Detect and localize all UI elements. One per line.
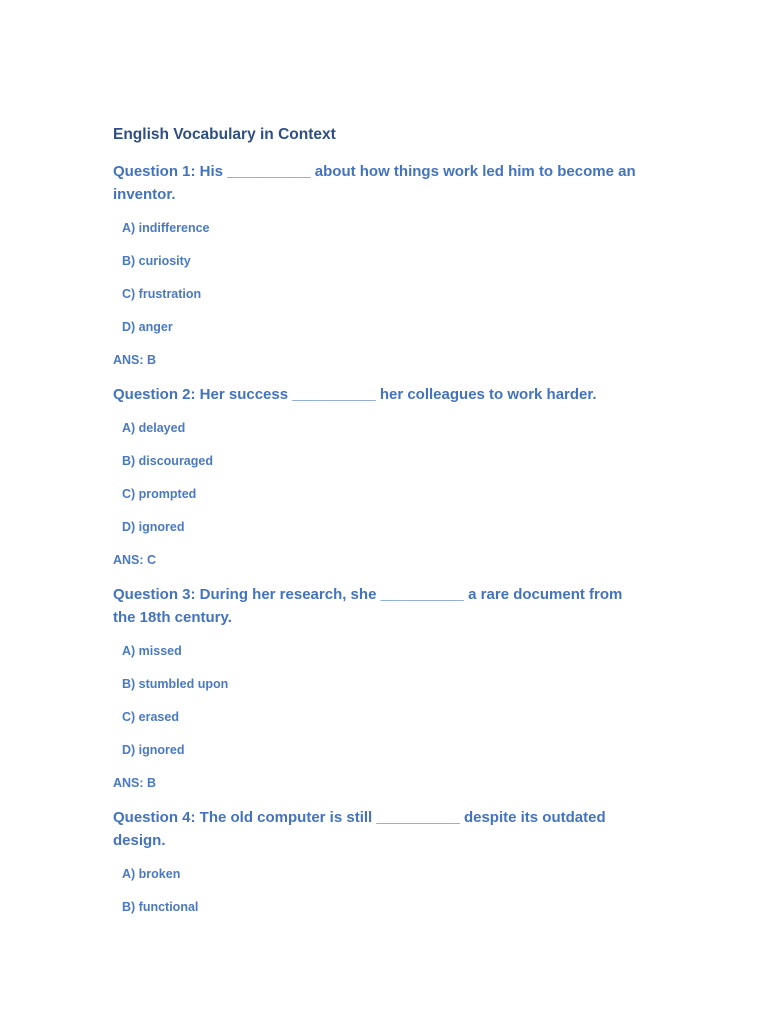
answer-key: ANS: B	[113, 776, 157, 790]
option-b: B) functional	[122, 900, 199, 914]
option-c: C) prompted	[122, 487, 197, 501]
document-body	[113, 124, 643, 931]
option-a: A) indifference	[122, 221, 210, 235]
options-list	[113, 642, 643, 759]
option-b: B) curiosity	[122, 254, 191, 268]
answer-key: ANS: C	[113, 553, 157, 567]
question-text: Question 3: During her research, she __________ a rare document from the 18th century.	[113, 586, 623, 626]
option-a: A) broken	[122, 867, 181, 881]
answer-key: ANS: B	[113, 353, 157, 367]
option-d: D) ignored	[122, 520, 185, 534]
question-block-2	[113, 383, 643, 569]
options-list	[113, 865, 643, 916]
option-d: D) anger	[122, 320, 173, 334]
question-text: Question 1: His __________ about how things work led him to become an inventor.	[113, 163, 636, 203]
question-block-1	[113, 160, 643, 369]
option-c: C) frustration	[122, 287, 202, 301]
question-text: Question 4: The old computer is still __________ despite its outdated design.	[113, 809, 606, 849]
option-d: D) ignored	[122, 743, 185, 757]
options-list	[113, 219, 643, 336]
question-block-4	[113, 806, 643, 916]
question-text: Question 2: Her success __________ her colleagues to work harder.	[113, 386, 597, 403]
question-block-3	[113, 583, 643, 792]
option-a: A) delayed	[122, 421, 186, 435]
option-b: B) discouraged	[122, 454, 213, 468]
option-c: C) erased	[122, 710, 179, 724]
option-b: B) stumbled upon	[122, 677, 229, 691]
options-list	[113, 419, 643, 536]
option-a: A) missed	[122, 644, 182, 658]
document-title: English Vocabulary in Context	[113, 126, 336, 143]
